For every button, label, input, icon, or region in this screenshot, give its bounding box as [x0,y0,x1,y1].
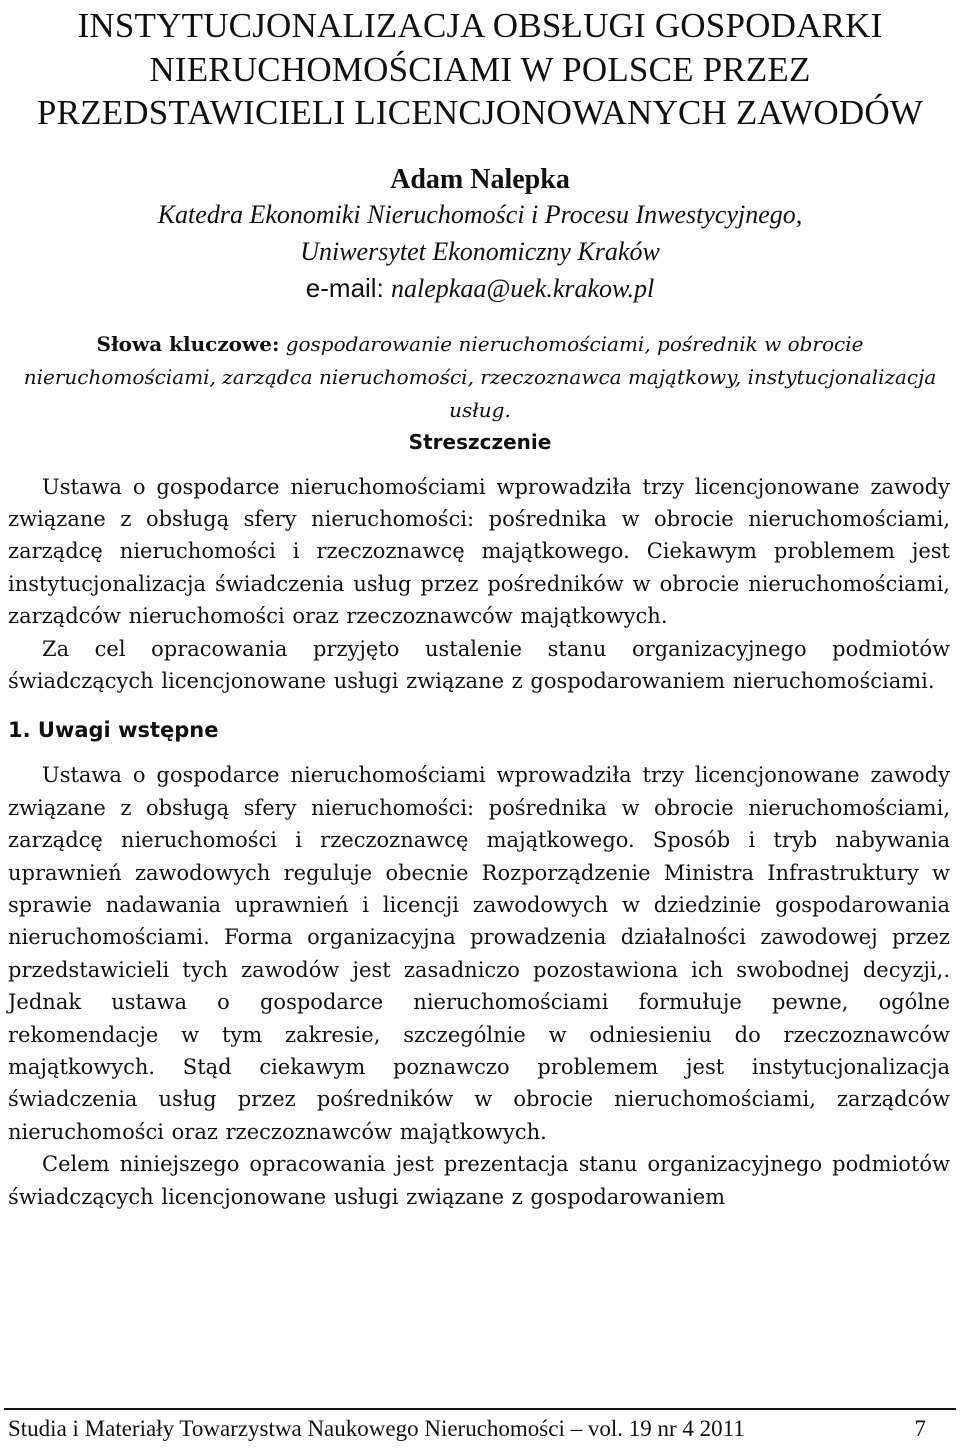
keywords-block [0,328,960,427]
keywords-text: gospodarowanie nieruchomościami, pośrednik w obrocie nieruchomościami, zarządca nieruchomości, rzeczoznawca majątkowy, instytucjonalizacja usług. [23,331,937,422]
section-heading: 1. Uwagi wstępne [8,718,219,743]
body-paragraph: Celem niniejszego opracowania jest prezentacja stanu organizacyjnego podmiotów świadczących licencjonowane usługi związane z gospodarowaniem [8,1152,950,1209]
affiliation-line-1: Katedra Ekonomiki Nieruchomości i Procesu Inwestycyjnego, [157,199,803,229]
paper-title: INSTYTUCJONALIZACJA OBSŁUGI GOSPODARKI NIERUCHOMOŚCIAMI W POLSCE PRZEZ PRZEDSTAWICIELI LICENCJONOWANYCH ZAWODÓW [36,6,924,132]
page-number: 7 [914,1416,926,1441]
email-address: nalepkaa@uek.krakow.pl [391,273,655,303]
keywords-label: Słowa kluczowe: [96,331,280,356]
page-footer [8,1413,926,1447]
footer-divider [4,1408,956,1410]
author-email [0,270,960,308]
footer-journal-title: Studia i Materiały Towarzystwa Naukowego Nieruchomości – vol. 19 nr 4 2011 [8,1416,745,1441]
abstract-heading: Streszczenie [408,429,552,454]
abstract-paragraph: Za cel opracowania przyjęto ustalenie stanu organizacyjnego podmiotów świadczących licencjonowane usługi związane z gospodarowaniem nieruchomościami. [8,636,950,693]
affiliation-line-2: Uniwersytet Ekonomiczny Kraków [300,236,660,266]
email-label: e-mail: [305,272,392,303]
abstract-paragraph: Ustawa o gospodarce nieruchomościami wprowadziła trzy licencjonowane zawody związane z obsługą sfery nieruchomości: pośrednika w obrocie nieruchomościami, zarządcę nieruchomości i rzeczoznawcę majątkowego. Ciekawym problemem jest instytucjonalizacja świadczenia usług przez pośredników w obrocie nieruchomościami, zarządców nieruchomości oraz rzeczoznawców majątkowych. [8,474,950,629]
body-paragraph: Ustawa o gospodarce nieruchomościami wprowadziła trzy licencjonowane zawody związane z obsługą sfery nieruchomości: pośrednika w obrocie nieruchomościami, zarządcę nieruchomości i rzeczoznawcę majątkowego. Sposób i tryb nabywania uprawnień zawodowych reguluje obecnie Rozporządzenie Ministra Infrastruktury w sprawie nadawania uprawnień i licencji zawodowych w dziedzinie gospodarowania nieruchomościami. Forma organizacyjna prowadzenia działalności zawodowej przez przedstawicieli tych zawodów jest zasadniczo pozostawiona ich swobodnej decyzji,. Jednak ustawa o gospodarce nieruchomościami formułuje pewne, ogólne rekomendacje w tym zakresie, szczególnie w odniesieniu do rzeczoznawców majątkowych. Stąd ciekawym poznawczo problemem jest instytucjonalizacja świadczenia usług przez pośredników w obrocie nieruchomościami, zarządców nieruchomości oraz rzeczoznawców majątkowych. [8,763,950,1144]
author-name: Adam Nalepka [390,163,570,195]
